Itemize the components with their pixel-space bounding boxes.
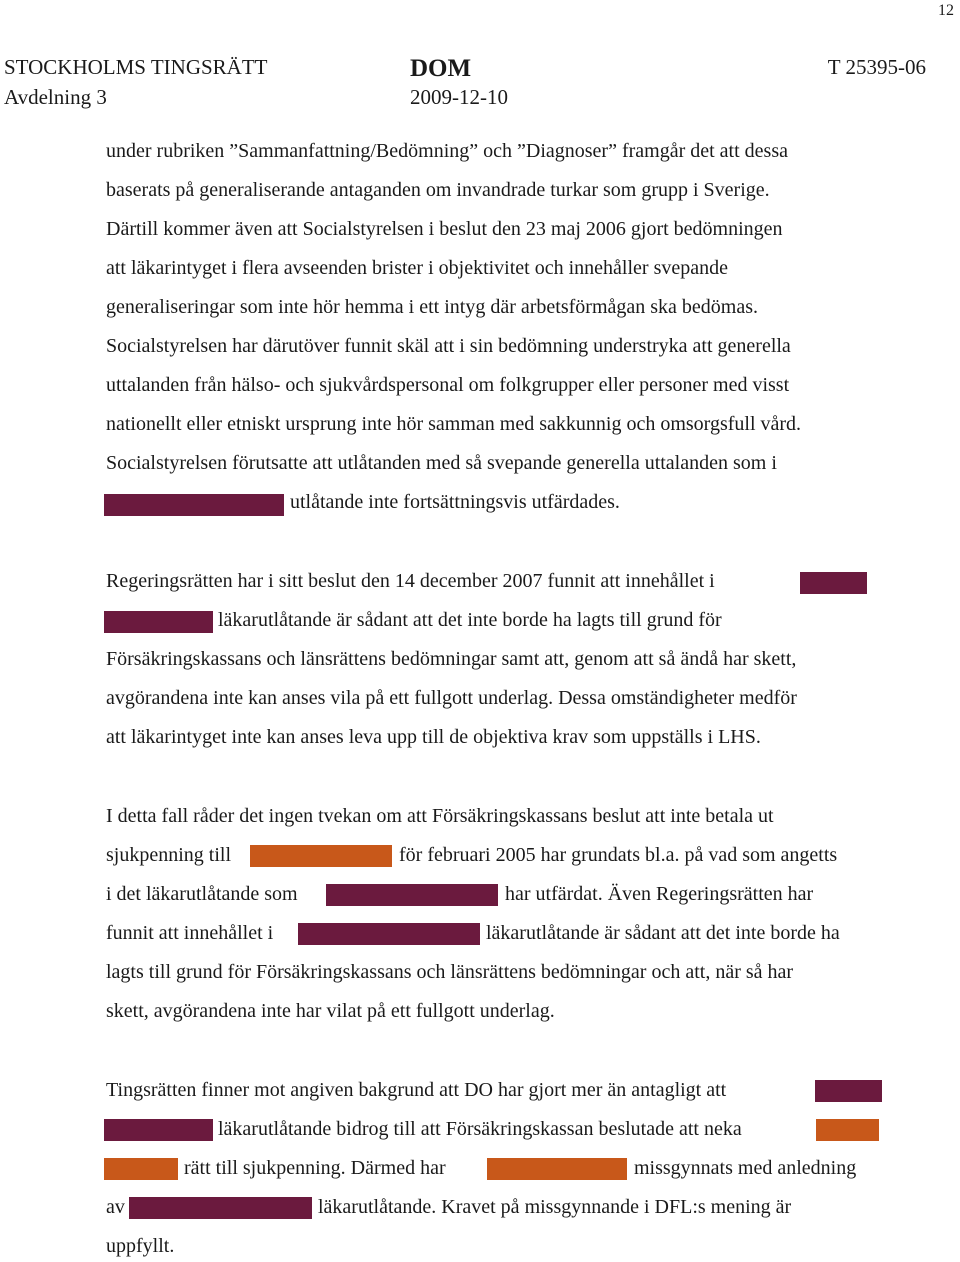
text-line: läkarutlåtande. Kravet på missgynnande i DFL:s mening är <box>318 1196 792 1218</box>
text-line: missgynnats med anledning <box>634 1157 857 1179</box>
redaction-block <box>104 494 284 516</box>
text-line: sjukpenning till <box>106 844 231 866</box>
court-name: STOCKHOLMS TINGSRÄTT <box>4 55 268 79</box>
text-line: har utfärdat. Även Regeringsrätten har <box>505 883 814 905</box>
document-date: 2009-12-10 <box>410 85 508 109</box>
text-line: Regeringsrätten har i sitt beslut den 14 december 2007 funnit att innehållet i <box>106 570 715 592</box>
redaction-block <box>816 1119 879 1141</box>
text-line: Tingsrätten finner mot angiven bakgrund att DO har gjort mer än antagligt att <box>106 1079 727 1101</box>
redaction-block <box>129 1197 312 1219</box>
text-line: för februari 2005 har grundats bl.a. på vad som angetts <box>399 844 838 866</box>
redaction-block <box>800 572 867 594</box>
text-line: uttalanden från hälso- och sjukvårdspersonal om folkgrupper eller personer med visst <box>106 374 790 396</box>
text-line: baserats på generaliserande antaganden om invandrade turkar som grupp i Sverige. <box>106 179 770 201</box>
text-line: avgörandena inte kan anses vila på ett fullgott underlag. Dessa omständigheter medför <box>106 687 797 709</box>
text-line: läkarutlåtande är sådant att det inte borde ha lagts till grund för <box>218 609 722 631</box>
page-number: 12 <box>938 2 954 19</box>
redaction-block <box>487 1158 627 1180</box>
text-line: att läkarintyget inte kan anses leva upp till de objektiva krav som uppställs i LHS. <box>106 726 761 748</box>
text-line: utlåtande inte fortsättningsvis utfärdades. <box>290 491 620 513</box>
text-line: lagts till grund för Försäkringskassans och länsrättens bedömningar och att, när så har <box>106 961 794 983</box>
text-line: rätt till sjukpenning. Därmed har <box>184 1157 446 1179</box>
redaction-block <box>815 1080 882 1102</box>
document-type: DOM <box>410 55 472 82</box>
redaction-block <box>326 884 498 906</box>
redaction-block <box>104 611 213 633</box>
text-line: generaliseringar som inte hör hemma i ett intyg där arbetsförmågan ska bedömas. <box>106 296 759 318</box>
case-number: T 25395-06 <box>827 55 926 79</box>
text-line: av <box>106 1196 125 1218</box>
text-line: nationellt eller etniskt ursprung inte hör samman med sakkunnig och omsorgsfull vård. <box>106 413 802 435</box>
text-line: Socialstyrelsen förutsatte att utlåtanden med så svepande generella uttalanden som i <box>106 452 777 474</box>
text-line: Därtill kommer även att Socialstyrelsen i beslut den 23 maj 2006 gjort bedömningen <box>106 218 783 240</box>
text-line: funnit att innehållet i <box>106 922 274 944</box>
text-line: läkarutlåtande bidrog till att Försäkringskassan beslutade att neka <box>218 1118 742 1140</box>
text-line: att läkarintyget i flera avseenden brister i objektivitet och innehåller svepande <box>106 257 728 279</box>
redaction-block <box>104 1119 213 1141</box>
text-line: Försäkringskassans och länsrättens bedömningar samt att, genom att så ändå har skett, <box>106 648 797 670</box>
text-line: uppfyllt. <box>106 1235 175 1257</box>
redaction-block <box>104 1158 178 1180</box>
division: Avdelning 3 <box>4 85 107 109</box>
text-line: skett, avgörandena inte har vilat på ett fullgott underlag. <box>106 1000 555 1022</box>
text-line: i det läkarutlåtande som <box>106 883 298 905</box>
text-line: läkarutlåtande är sådant att det inte borde ha <box>486 922 840 944</box>
text-line: Socialstyrelsen har därutöver funnit skäl att i sin bedömning understryka att generella <box>106 335 791 357</box>
text-line: I detta fall råder det ingen tvekan om att Försäkringskassans beslut att inte betala ut <box>106 805 774 827</box>
redaction-block <box>250 845 392 867</box>
text-line: under rubriken ”Sammanfattning/Bedömning” och ”Diagnoser” framgår det att dessa <box>106 140 788 162</box>
redaction-block <box>298 923 480 945</box>
